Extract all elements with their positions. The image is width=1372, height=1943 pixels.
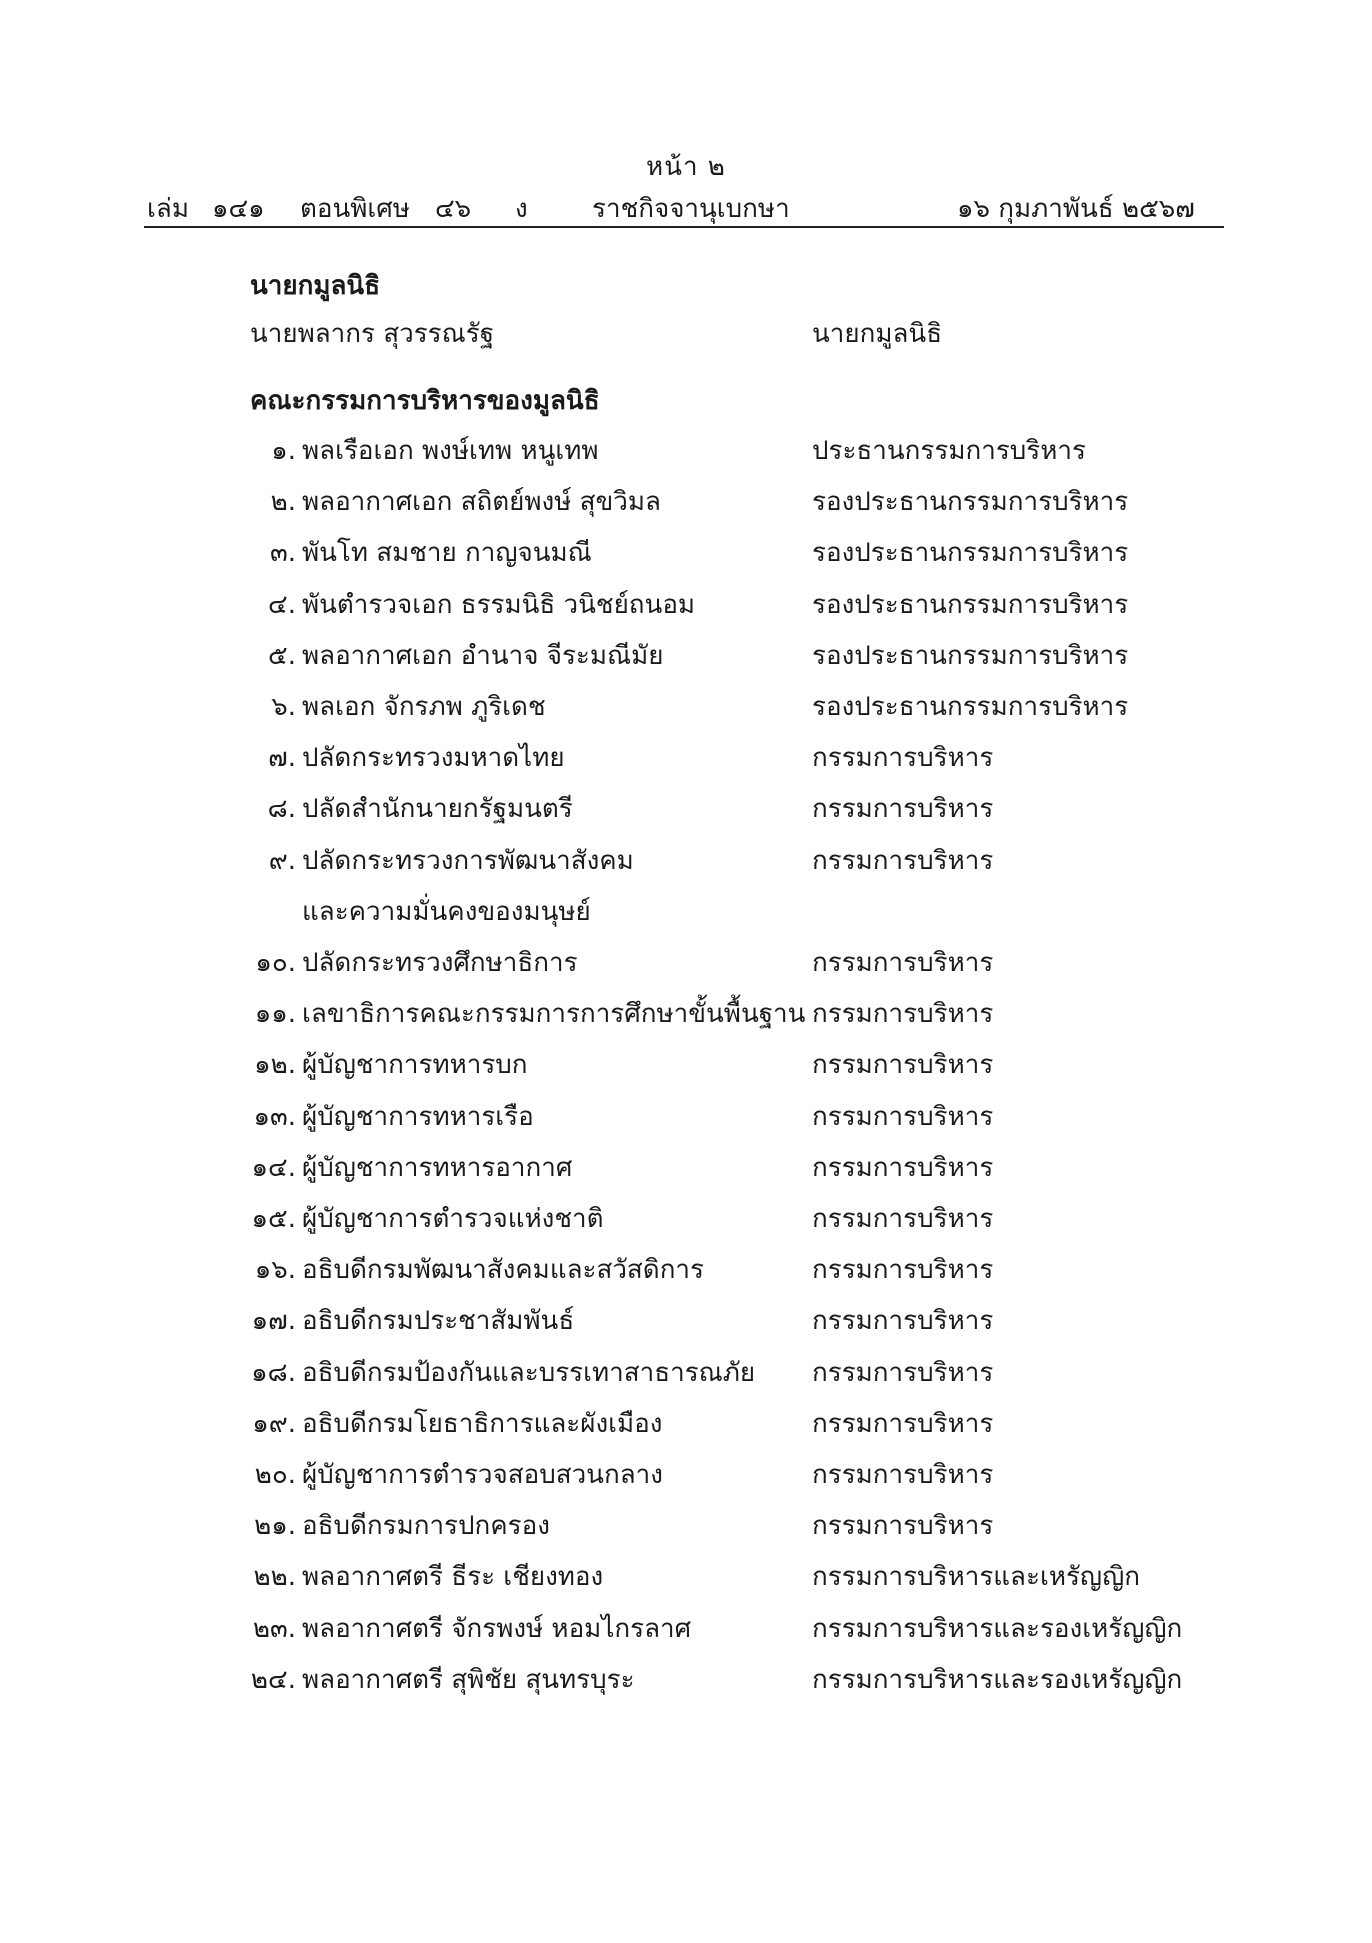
page-number: หน้า ๒ [646,152,726,182]
committee-heading: คณะกรรมการบริหารของมูลนิธิ [250,386,600,416]
committee-member-row [0,481,1372,531]
committee-member-row [0,1403,1372,1453]
committee-member-row [0,686,1372,736]
member-name: พลเอก จักรภพ ภูริเดช [302,692,546,722]
member-number: ๑๘. [251,1357,296,1388]
member-name: พลอากาศเอก สถิตย์พงษ์ สุขวิมล [302,487,661,518]
committee-member-row [0,1249,1372,1299]
member-position: กรรมการบริหาร [812,743,994,774]
member-name: เลขาธิการคณะกรรมการการศึกษาขั้นพื้นฐาน [302,999,806,1030]
member-number: ๑๒. [254,1050,296,1081]
committee-member-row [0,1505,1372,1555]
member-position: กรรมการบริหาร [812,845,994,876]
member-number: ๔. [268,589,296,620]
member-position: กรรมการบริหาร [812,1050,994,1081]
member-number: ๑. [271,436,296,466]
member-number: ๘. [267,794,296,825]
committee-member-row [0,840,1372,890]
member-name: ปลัดกระทรวงการพัฒนาสังคม [302,845,634,876]
member-name: ปลัดสำนักนายกรัฐมนตรี [302,794,573,825]
section-letter: ง [515,194,528,224]
header-rule [144,226,1224,228]
committee-member-row [0,1608,1372,1658]
member-number: ๑๐. [255,948,296,978]
member-number: ๙. [268,845,296,876]
volume-number: ๑๔๑ [212,194,265,224]
volume-label: เล่ม [147,194,189,224]
president-heading: นายกมูลนิธิ [250,271,381,301]
member-name: อธิบดีกรมป้องกันและบรรเทาสาธารณภัย [302,1357,756,1388]
committee-member-row [0,1556,1372,1606]
member-position: รองประธานกรรมการบริหาร [812,538,1129,569]
member-name: ปลัดกระทรวงศึกษาธิการ [302,948,578,978]
member-number: ๑๖. [254,1255,296,1286]
member-name: อธิบดีกรมการปกครอง [302,1511,550,1542]
member-name: ผู้บัญชาการทหารเรือ [302,1101,534,1132]
member-name: พลอากาศเอก อำนาจ จีระมณีมัย [302,640,664,671]
member-name: อธิบดีกรมโยธาธิการและผังเมือง [302,1408,663,1439]
issue-label: ตอนพิเศษ [300,194,410,224]
committee-member-row [0,1659,1372,1709]
committee-member-row [0,1454,1372,1504]
publication-date: ๑๖ กุมภาพันธ์ ๒๕๖๗ [957,194,1195,224]
committee-member-row [0,430,1372,480]
member-number: ๒. [270,487,296,518]
committee-member-row [0,584,1372,634]
member-number: ๓. [269,538,296,569]
issue-number: ๔๖ [435,194,472,224]
member-position: กรรมการบริหาร [812,999,994,1030]
member-position: กรรมการบริหาร [812,1357,994,1388]
member-number: ๒๓. [252,1613,296,1644]
committee-member-row [0,993,1372,1043]
member-name: และความมั่นคงของมนุษย์ [302,896,591,927]
member-position: กรรมการบริหารและรองเหรัญญิก [812,1613,1183,1644]
member-name: ผู้บัญชาการตำรวจแห่งชาติ [302,1204,604,1234]
member-position: รองประธานกรรมการบริหาร [812,640,1129,671]
member-name: อธิบดีกรมประชาสัมพันธ์ [302,1306,575,1337]
member-name: พลอากาศตรี จักรพงษ์ หอมไกรลาศ [302,1613,692,1644]
committee-member-row [0,1096,1372,1146]
committee-member-row [0,532,1372,582]
member-position: กรรมการบริหาร [812,1152,994,1183]
committee-member-row [0,891,1372,941]
member-name: ผู้บัญชาการตำรวจสอบสวนกลาง [302,1460,663,1490]
member-position: รองประธานกรรมการบริหาร [812,692,1129,722]
member-number: ๑๗. [251,1306,296,1337]
member-position: กรรมการบริหารและรองเหรัญญิก [812,1664,1183,1695]
member-number: ๕. [268,640,296,671]
member-position: กรรมการบริหาร [812,1511,994,1542]
member-position: กรรมการบริหาร [812,1306,994,1337]
committee-member-row [0,1044,1372,1094]
member-name: ผู้บัญชาการทหารอากาศ [302,1152,573,1183]
publication-name: ราชกิจจานุเบกษา [592,194,790,224]
member-number: ๑๑. [254,999,296,1030]
member-number: ๒๐. [254,1460,296,1490]
member-position: กรรมการบริหาร [812,1460,994,1490]
committee-member-row [0,788,1372,838]
committee-member-row [0,1352,1372,1402]
member-position: กรรมการบริหาร [812,794,994,825]
member-name: พลอากาศตรี สุพิชัย สุนทรบุระ [302,1664,635,1695]
member-name: ผู้บัญชาการทหารบก [302,1050,528,1081]
member-name: พลอากาศตรี ธีระ เชียงทอง [302,1562,604,1593]
member-name: พลเรือเอก พงษ์เทพ หนูเทพ [302,436,599,466]
committee-member-row [0,942,1372,992]
member-position: กรรมการบริหาร [812,1204,994,1234]
member-name: อธิบดีกรมพัฒนาสังคมและสวัสดิการ [302,1255,704,1286]
committee-member-row [0,635,1372,685]
member-number: ๗. [268,743,296,774]
committee-member-row [0,1147,1372,1197]
committee-member-row [0,737,1372,787]
member-name: พันโท สมชาย กาญจนมณี [302,538,592,569]
member-number: ๑๙. [252,1408,296,1439]
member-position: ประธานกรรมการบริหาร [812,436,1086,466]
member-number: ๒๔. [250,1664,296,1695]
president-name: นายพลากร สุวรรณรัฐ [250,319,495,349]
member-name: พันตำรวจเอก ธรรมนิธิ วนิชย์ถนอม [302,589,696,620]
member-number: ๒๒. [253,1562,296,1593]
member-position: กรรมการบริหาร [812,948,994,978]
president-position: นายกมูลนิธิ [812,319,943,349]
member-number: ๑๔. [251,1152,296,1183]
member-position: กรรมการบริหาร [812,1408,994,1439]
member-number: ๒๑. [254,1511,296,1542]
member-number: ๑๓. [253,1101,296,1132]
member-position: รองประธานกรรมการบริหาร [812,589,1129,620]
member-position: กรรมการบริหารและเหรัญญิก [812,1562,1140,1593]
committee-member-row [0,1198,1372,1248]
member-number: ๑๕. [251,1204,296,1234]
member-position: รองประธานกรรมการบริหาร [812,487,1129,518]
member-number: ๖. [271,692,296,722]
member-name: ปลัดกระทรวงมหาดไทย [302,743,565,774]
committee-member-row [0,1300,1372,1350]
member-position: กรรมการบริหาร [812,1101,994,1132]
member-position: กรรมการบริหาร [812,1255,994,1286]
